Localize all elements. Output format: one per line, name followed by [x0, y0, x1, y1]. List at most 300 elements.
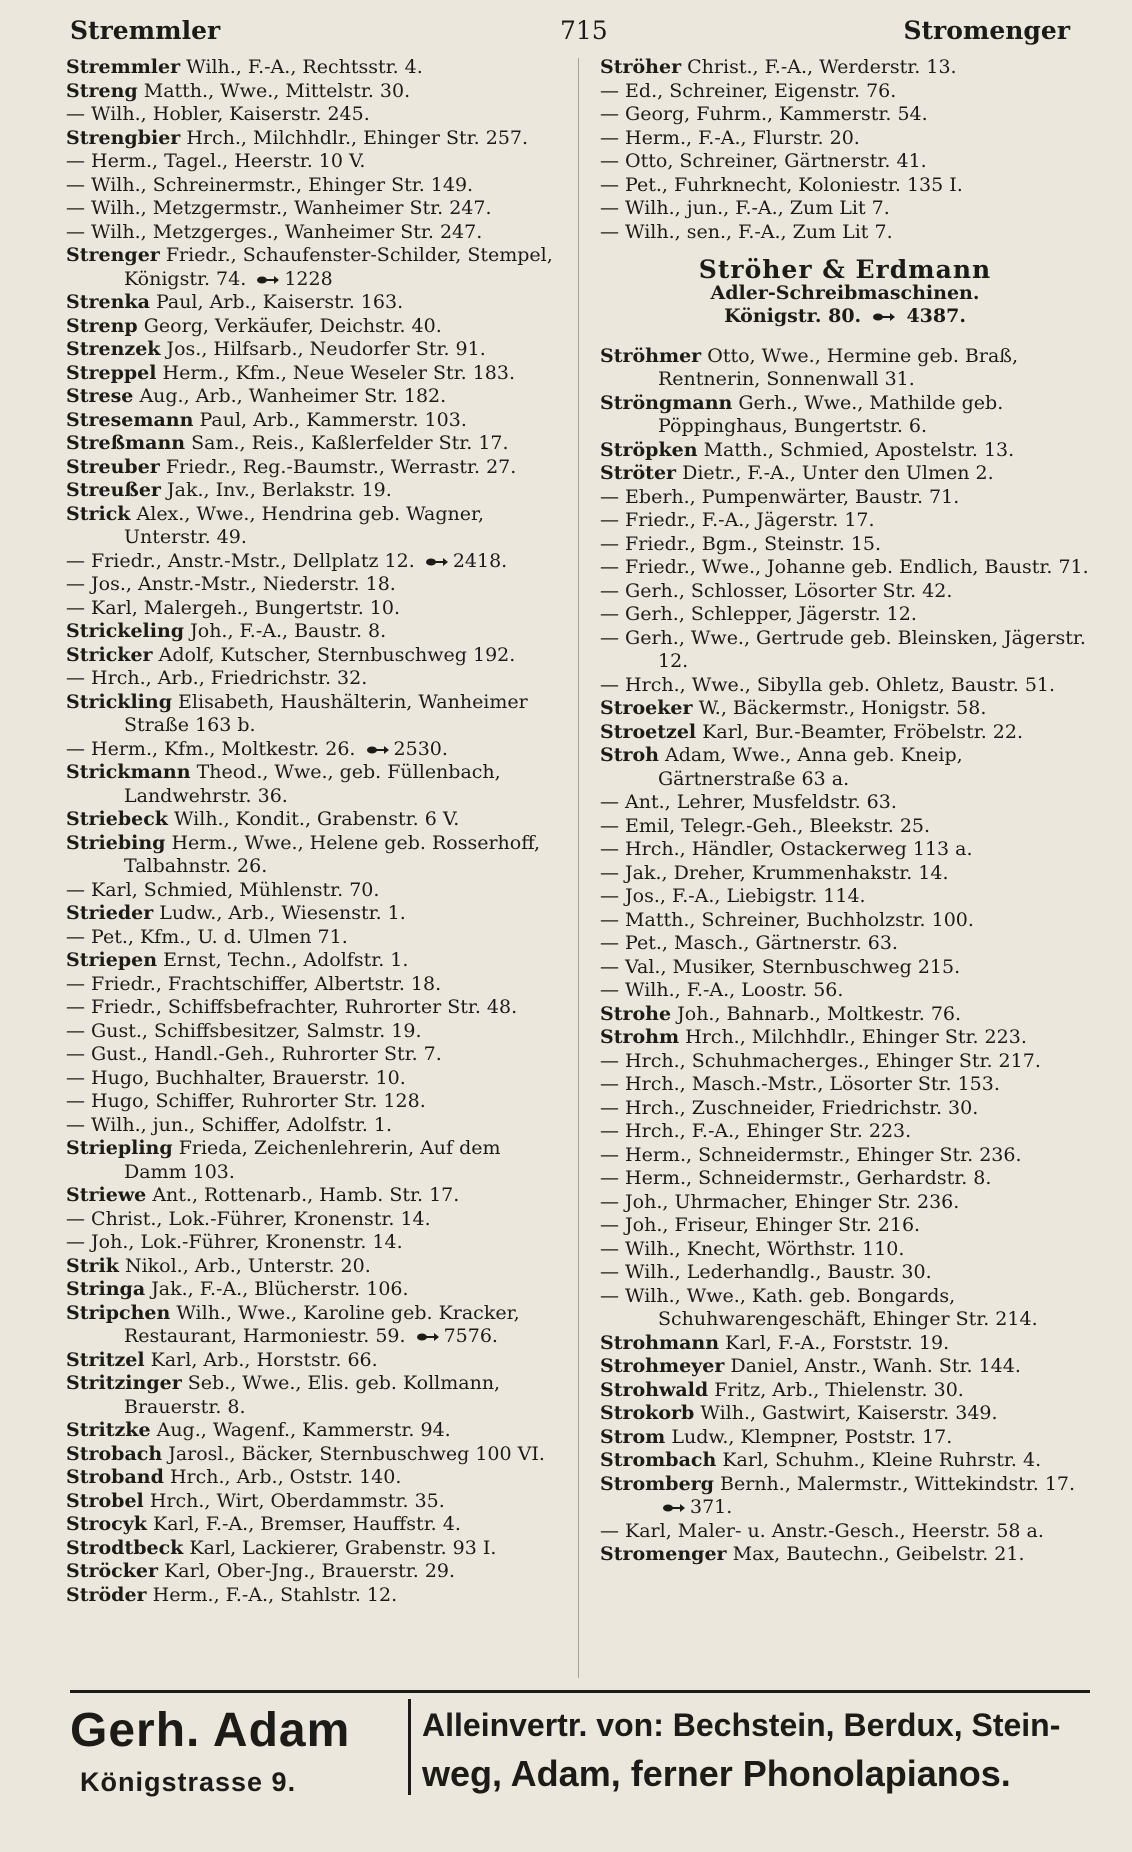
entry-details: Sam., Reis., Kaßlerfelder Str. 17. [191, 432, 509, 454]
entry-details: Karl, Ober-Jng., Brauerstr. 29. [164, 1560, 456, 1582]
entry-surname: Strickeling [66, 620, 185, 642]
directory-entry [600, 56, 1090, 80]
entry-surname: Stroeker [600, 697, 693, 719]
directory-entry [66, 996, 566, 1020]
entry-details: Fritz, Arb., Thielenstr. 30. [714, 1378, 964, 1401]
entry-surname: Stricker [66, 643, 153, 666]
entry-details: W., Bäckermstr., Honigstr. 58. [698, 697, 987, 719]
entry-details: — Matth., Schreiner, Buchholzstr. 100. [600, 908, 974, 931]
entry-details: Jarosl., Bäcker, Sternbuschweg 100 VI. [168, 1442, 545, 1465]
entry-details: Karl, Schuhm., Kleine Ruhrstr. 4. [722, 1449, 1042, 1471]
entry-details: Hrch., Wirt, Oberdammstr. 35. [149, 1489, 445, 1512]
entry-details: — Hugo, Schiffer, Ruhrorter Str. 128. [66, 1090, 426, 1112]
directory-entry [600, 1144, 1090, 1168]
directory-entry [600, 556, 1090, 580]
entry-details: — Jos., F.-A., Liebigstr. 114. [600, 885, 866, 907]
entry-details: — Joh., Uhrmacher, Ehinger Str. 236. [600, 1190, 960, 1213]
directory-entry [66, 1067, 566, 1091]
entry-surname: Stremmler [66, 56, 181, 78]
entry-details: Adam, Wwe., Anna geb. Kneip, Gärtnerstraße 63 a. [658, 744, 963, 790]
entry-details: — Hrch., Wwe., Sibylla geb. Ohletz, Baustr. 51. [600, 673, 1056, 696]
banner-line-2: weg, Adam, ferner Phonolapianos. [422, 1753, 1011, 1794]
directory-entry [66, 1231, 566, 1255]
entry-surname: Stroh [600, 744, 659, 766]
entry-details: — Gerh., Schlosser, Lösorter Str. 42. [600, 579, 953, 602]
directory-entry [600, 674, 1090, 698]
directory-entry [66, 56, 566, 80]
entry-details: — Val., Musiker, Sternbuschweg 215. [600, 955, 961, 978]
entry-details: Herm., F.-A., Stahlstr. 12. [152, 1583, 398, 1606]
entry-details: — Joh., Lok.-Führer, Kronenstr. 14. [66, 1231, 403, 1253]
directory-entry [66, 1513, 566, 1537]
entry-details: — Jos., Anstr.-Mstr., Niederstr. 18. [66, 573, 396, 595]
directory-entry [66, 385, 566, 409]
entry-details: Jak., F.-A., Blücherstr. 106. [151, 1278, 409, 1300]
entry-details: Matth., Schmied, Apostelstr. 13. [703, 438, 1015, 461]
directory-entry [600, 885, 1090, 909]
directory-entry [600, 838, 1090, 862]
entry-phone: 2418. [452, 549, 508, 572]
directory-entry [600, 1097, 1090, 1121]
ad-address: Königstr. 80. [724, 305, 862, 327]
entry-surname: Striepling [66, 1137, 173, 1159]
directory-entry [600, 1191, 1090, 1215]
directory-entry [600, 1003, 1090, 1027]
entry-details: Ant., Rottenarb., Hamb. Str. 17. [152, 1184, 460, 1206]
directory-entry [66, 1302, 566, 1349]
directory-entry [600, 603, 1090, 627]
entry-details: Frieda, Zeichenlehrerin, Auf dem Damm 103. [124, 1137, 501, 1183]
entry-details: Alex., Wwe., Hendrina geb. Wagner, Unterstr. 49. [124, 502, 485, 548]
entry-details: Jos., Hilfsarb., Neudorfer Str. 91. [166, 338, 486, 360]
directory-entry [66, 1372, 566, 1419]
entry-surname: Strick [66, 502, 131, 525]
banner-company-name: Gerh. Adam [70, 1704, 351, 1757]
telephone-icon [662, 1503, 686, 1513]
header-first-name: Stremmler [70, 16, 221, 45]
entry-details: — Friedr., Anstr.-Mstr., Dellplatz 12. [66, 549, 415, 572]
directory-entry [66, 738, 566, 762]
telephone-icon [416, 1332, 440, 1342]
entry-surname: Ströhmer [600, 344, 702, 367]
entry-surname: Strohwald [600, 1378, 709, 1401]
directory-entry [600, 174, 1090, 198]
entry-details: Christ., F.-A., Werderstr. 13. [687, 56, 957, 78]
entry-details: — Otto, Schreiner, Gärtnerstr. 41. [600, 150, 927, 172]
directory-entry [600, 1261, 1090, 1285]
entry-surname: Streng [66, 79, 138, 102]
directory-entry [66, 1208, 566, 1232]
entry-details: — Wilh., jun., Schiffer, Adolfstr. 1. [66, 1113, 393, 1136]
entry-details: Wilh., F.-A., Rechtsstr. 4. [186, 56, 423, 78]
entry-details: Wilh., Wwe., Karoline geb. Kracker, Restaurant, Harmoniestr. 59. [124, 1301, 520, 1347]
directory-entry [66, 1090, 566, 1114]
directory-entry [66, 1349, 566, 1373]
directory-entry [66, 338, 566, 362]
right-entries-bottom [600, 345, 1090, 1567]
page-header [60, 10, 1080, 50]
entry-details: Seb., Wwe., Elis. geb. Kollmann, Brauerstr. 8. [124, 1372, 501, 1418]
entry-surname: Strickling [66, 690, 172, 713]
entry-surname: Stritzke [66, 1419, 151, 1441]
directory-entry [600, 1285, 1090, 1332]
ad-line-2 [600, 305, 1090, 329]
entry-surname: Stritzinger [66, 1372, 182, 1394]
entry-surname: Streußer [66, 479, 161, 501]
entry-details: Matth., Wwe., Mittelstr. 30. [143, 79, 411, 102]
entry-surname: Ströngmann [600, 391, 733, 414]
entry-details: — Gust., Handl.-Geh., Ruhrorter Str. 7. [66, 1043, 442, 1065]
entry-surname: Striewe [66, 1184, 147, 1206]
directory-entry [600, 1426, 1090, 1450]
entry-details: Karl, Lackierer, Grabenstr. 93 I. [189, 1536, 497, 1559]
directory-entry [600, 509, 1090, 533]
entry-details: Jak., Inv., Berlakstr. 19. [167, 479, 392, 501]
directory-entry [600, 345, 1090, 392]
directory-entry [600, 909, 1090, 933]
entry-details: — Joh., Friseur, Ehinger Str. 216. [600, 1214, 921, 1236]
entry-details: Hrch., Milchhdlr., Ehinger Str. 223. [685, 1026, 1027, 1048]
directory-entry [66, 973, 566, 997]
entry-details: Ernst, Techn., Adolfstr. 1. [163, 949, 409, 971]
directory-entry [600, 1214, 1090, 1238]
directory-entry [66, 1537, 566, 1561]
entry-surname: Strenp [66, 314, 138, 337]
entry-surname: Streßmann [66, 432, 186, 454]
directory-entry [66, 644, 566, 668]
entry-details: Aug., Arb., Wanheimer Str. 182. [139, 385, 447, 407]
directory-entry [66, 832, 566, 879]
directory-entry [600, 979, 1090, 1003]
entry-details: — Friedr., F.-A., Jägerstr. 17. [600, 509, 875, 531]
entry-surname: Stripchen [66, 1301, 171, 1324]
entry-details: Wilh., Gastwirt, Kaiserstr. 349. [700, 1402, 998, 1424]
entry-surname: Striebing [66, 831, 166, 854]
directory-entry [600, 486, 1090, 510]
entry-surname: Strik [66, 1254, 119, 1277]
entry-details: Bernh., Malermstr., Wittekindstr. 17. [720, 1472, 1076, 1495]
entry-details: — Ant., Lehrer, Musfeldstr. 63. [600, 791, 897, 813]
entry-surname: Strocyk [66, 1513, 147, 1535]
entry-surname: Strickmann [66, 761, 191, 783]
left-column [66, 56, 566, 1607]
directory-entry [66, 691, 566, 738]
entry-surname: Strieder [66, 902, 154, 924]
directory-entry [600, 439, 1090, 463]
directory-entry [66, 1419, 566, 1443]
entry-details: — Hrch., Händler, Ostackerweg 113 a. [600, 838, 973, 860]
page-number: 715 [560, 16, 608, 45]
entry-surname: Strenger [66, 244, 160, 266]
directory-entry [66, 1043, 566, 1067]
directory-entry [600, 80, 1090, 104]
entry-details: Dietr., F.-A., Unter den Ulmen 2. [682, 462, 994, 484]
directory-entry [66, 80, 566, 104]
entry-details: Karl, Bur.-Beamter, Fröbelstr. 22. [702, 720, 1023, 743]
entry-details: — Hrch., F.-A., Ehinger Str. 223. [600, 1120, 912, 1142]
entry-surname: Stringa [66, 1278, 146, 1300]
directory-entry [600, 1473, 1090, 1520]
directory-entry [600, 1402, 1090, 1426]
entry-details: Aug., Wagenf., Kammerstr. 94. [156, 1419, 451, 1441]
entry-details: — Wilh., F.-A., Loostr. 56. [600, 979, 844, 1001]
directory-entry [600, 744, 1090, 791]
banner-street: Königstrasse 9. [80, 1767, 297, 1797]
directory-entry [600, 392, 1090, 439]
entry-details: — Wilh., Schreinermstr., Ehinger Str. 149. [66, 173, 474, 196]
entry-details: Herm., Wwe., Helene geb. Rosserhoff, Talbahnstr. 26. [124, 831, 541, 877]
header-last-name: Stromenger [903, 16, 1070, 45]
entry-details: — Gerh., Schlepper, Jägerstr. 12. [600, 603, 917, 625]
directory-entry [66, 503, 566, 550]
entry-surname: Strobel [66, 1489, 144, 1512]
entry-details: — Herm., Schneidermstr., Gerhardstr. 8. [600, 1167, 992, 1189]
telephone-icon [872, 312, 896, 322]
directory-entry [600, 862, 1090, 886]
directory-entry [66, 1490, 566, 1514]
entry-details: Georg, Verkäufer, Deichstr. 40. [143, 314, 442, 337]
entry-surname: Stroetzel [600, 720, 697, 743]
entry-surname: Ströder [66, 1583, 147, 1606]
directory-entry [600, 150, 1090, 174]
directory-entry [66, 949, 566, 973]
entry-surname: Strenka [66, 291, 150, 313]
entry-surname: Strohmeyer [600, 1355, 725, 1377]
directory-entry [600, 815, 1090, 839]
entry-surname: Streuber [66, 455, 160, 478]
directory-entry [66, 808, 566, 832]
directory-entry [600, 1520, 1090, 1544]
entry-details: Max, Bautechn., Geibelstr. 21. [732, 1543, 1025, 1565]
directory-entry [600, 1238, 1090, 1262]
entry-details: Karl, Arb., Horststr. 66. [150, 1348, 378, 1371]
directory-entry [600, 103, 1090, 127]
entry-details: — Wilh., Knecht, Wörthstr. 110. [600, 1237, 905, 1260]
entry-details: — Wilh., Metzgermstr., Wanheimer Str. 247. [66, 197, 492, 219]
entry-surname: Stresemann [66, 408, 194, 431]
entry-details: — Karl, Schmied, Mühlenstr. 70. [66, 878, 380, 901]
directory-entry [600, 197, 1090, 221]
column-divider [578, 58, 579, 1678]
entry-phone: 2530. [393, 737, 448, 760]
entry-details: Theod., Wwe., geb. Füllenbach, Landwehrstr. 36. [124, 761, 501, 807]
entry-details: — Hrch., Arb., Friedrichstr. 32. [66, 667, 368, 689]
entry-details: — Wilh., sen., F.-A., Zum Lit 7. [600, 220, 893, 243]
entry-surname: Ströher [600, 56, 682, 78]
directory-entry [600, 1073, 1090, 1097]
directory-entry [66, 1020, 566, 1044]
directory-entry [600, 627, 1090, 674]
entry-details: — Wilh., Lederhandlg., Baustr. 30. [600, 1261, 932, 1283]
entry-surname: Ströcker [66, 1560, 159, 1582]
directory-entry [66, 315, 566, 339]
entry-surname: Strese [66, 385, 134, 407]
entry-details: — Jak., Dreher, Krummenhakstr. 14. [600, 861, 949, 884]
directory-entry [600, 1026, 1090, 1050]
entry-details: Hrch., Arb., Oststr. 140. [169, 1466, 402, 1488]
entry-details: Wilh., Kondit., Grabenstr. 6 V. [173, 808, 460, 830]
entry-details: — Hrch., Zuschneider, Friedrichstr. 30. [600, 1096, 979, 1119]
entry-surname: Strohmann [600, 1331, 720, 1354]
directory-entry [66, 127, 566, 151]
entry-details: Paul, Arb., Kammerstr. 103. [199, 408, 467, 431]
directory-entry [600, 1543, 1090, 1567]
entry-phone: 1228 [284, 267, 333, 290]
entry-surname: Strom [600, 1425, 666, 1448]
directory-entry [600, 1379, 1090, 1403]
directory-entry [66, 1137, 566, 1184]
entry-details: — Georg, Fuhrm., Kammerstr. 54. [600, 103, 928, 125]
directory-entry [600, 1050, 1090, 1074]
directory-entry [66, 197, 566, 221]
entry-details: — Pet., Kfm., U. d. Ulmen 71. [66, 925, 348, 948]
entry-surname: Striebeck [66, 808, 168, 830]
telephone-icon [425, 557, 449, 567]
entry-details: — Wilh., Wwe., Kath. geb. Bongards, Schuhwarengeschäft, Ehinger Str. 214. [600, 1284, 1038, 1330]
bottom-advertisement [70, 1690, 1090, 1803]
directory-entry [66, 761, 566, 808]
directory-entry [600, 580, 1090, 604]
directory-entry [66, 1466, 566, 1490]
directory-entry [66, 221, 566, 245]
entry-details: — Emil, Telegr.-Geh., Bleekstr. 25. [600, 814, 931, 837]
entry-details: — Ed., Schreiner, Eigenstr. 76. [600, 79, 897, 102]
entry-details: Friedr., Schaufenster-Schilder, Stempel, Königstr. 74. [124, 244, 553, 290]
entry-details: — Friedr., Schiffsbefrachter, Ruhrorter Str. 48. [66, 996, 518, 1018]
directory-entry [66, 1184, 566, 1208]
directory-entry [66, 573, 566, 597]
directory-entry [66, 1255, 566, 1279]
ad-title: Ströher & Erdmann [698, 255, 992, 284]
banner-divider [408, 1699, 411, 1795]
directory-entry [600, 221, 1090, 245]
directory-entry [66, 597, 566, 621]
entry-details: — Friedr., Wwe., Johanne geb. Endlich, Baustr. 71. [600, 556, 1089, 578]
directory-entry [66, 103, 566, 127]
directory-entry [66, 1114, 566, 1138]
directory-entry [66, 902, 566, 926]
entry-details: Joh., F.-A., Baustr. 8. [190, 620, 387, 642]
entry-surname: Strengbier [66, 126, 181, 149]
entry-details: — Wilh., jun., F.-A., Zum Lit 7. [600, 197, 890, 219]
entry-details: — Friedr., Frachtschiffer, Albertstr. 18. [66, 972, 442, 995]
right-entries-top [600, 56, 1090, 244]
entry-surname: Strodtbeck [66, 1536, 184, 1559]
entry-details: — Wilh., Metzgerges., Wanheimer Str. 247. [66, 220, 483, 243]
directory-entry [600, 791, 1090, 815]
entry-surname: Stromenger [600, 1543, 727, 1565]
entry-surname: Ströter [600, 462, 677, 484]
entry-details: Joh., Bahnarb., Moltkestr. 76. [677, 1002, 962, 1025]
entry-surname: Strombach [600, 1449, 717, 1471]
entry-details: Paul, Arb., Kaiserstr. 163. [155, 291, 404, 313]
entry-details: Elisabeth, Haushälterin, Wanheimer Straße 163 b. [124, 690, 528, 736]
entry-surname: Stritzel [66, 1348, 145, 1371]
directory-entry [66, 926, 566, 950]
banner-line-1: Alleinvertr. von: Bechstein, Berdux, Stein- [422, 1707, 1061, 1743]
directory-entry [600, 1449, 1090, 1473]
entry-surname: Strenzek [66, 338, 161, 360]
entry-surname: Stroband [66, 1466, 164, 1488]
directory-entry [66, 244, 566, 291]
entry-details: — Wilh., Hobler, Kaiserstr. 245. [66, 103, 370, 125]
ad-phone: 4387. [906, 305, 966, 327]
entry-details: — Herm., Kfm., Moltkestr. 26. [66, 737, 356, 760]
entry-details: — Herm., F.-A., Flurstr. 20. [600, 126, 860, 149]
entry-details: Daniel, Anstr., Wanh. Str. 144. [730, 1355, 1021, 1377]
entry-details: — Karl, Malergeh., Bungertstr. 10. [66, 596, 400, 619]
directory-entry [66, 550, 566, 574]
directory-entry [66, 1584, 566, 1608]
directory-entry [600, 721, 1090, 745]
right-column [600, 56, 1090, 1567]
directory-entry [66, 1560, 566, 1584]
entry-surname: Ströpken [600, 438, 698, 461]
entry-details: Friedr., Reg.-Baumstr., Werrastr. 27. [165, 455, 517, 478]
entry-surname: Strohe [600, 1002, 672, 1025]
entry-details: — Karl, Maler- u. Anstr.-Gesch., Heerstr. 58 a. [600, 1519, 1044, 1542]
entry-details: — Christ., Lok.-Führer, Kronenstr. 14. [66, 1207, 431, 1230]
entry-details: — Hrch., Masch.-Mstr., Lösorter Str. 153. [600, 1073, 1000, 1095]
entry-phone: 371. [690, 1496, 733, 1518]
directory-entry [600, 932, 1090, 956]
entry-surname: Streppel [66, 361, 157, 384]
directory-entry [600, 1332, 1090, 1356]
directory-entry [66, 409, 566, 433]
telephone-icon [256, 275, 280, 285]
entry-details: — Gerh., Wwe., Gertrude geb. Bleinsken, Jägerstr. 12. [600, 626, 1086, 672]
entry-details: — Pet., Masch., Gärtnerstr. 63. [600, 932, 898, 954]
entry-details: Karl, F.-A., Forststr. 19. [725, 1331, 950, 1354]
entry-details: Ludw., Arb., Wiesenstr. 1. [159, 902, 406, 924]
entry-phone: 7576. [443, 1325, 498, 1347]
directory-entry [66, 432, 566, 456]
entry-details: — Herm., Schneidermstr., Ehinger Str. 236. [600, 1143, 1022, 1166]
directory-entry [66, 667, 566, 691]
entry-details: — Eberh., Pumpenwärter, Baustr. 71. [600, 485, 960, 508]
entry-details: Karl, F.-A., Bremser, Hauffstr. 4. [153, 1513, 461, 1535]
directory-entry [600, 956, 1090, 980]
directory-entry [66, 1278, 566, 1302]
entry-details: — Herm., Tagel., Heerstr. 10 V. [66, 150, 366, 172]
directory-entry [66, 174, 566, 198]
entry-details: Nikol., Arb., Unterstr. 20. [124, 1254, 371, 1277]
ad-line-1: Adler-Schreibmaschinen. [710, 281, 980, 304]
directory-entry [66, 362, 566, 386]
directory-entry [66, 620, 566, 644]
entry-details: — Pet., Fuhrknecht, Koloniestr. 135 I. [600, 173, 963, 196]
directory-entry [66, 879, 566, 903]
entry-details: — Gust., Schiffsbesitzer, Salmstr. 19. [66, 1019, 422, 1042]
entry-details: — Hrch., Schuhmacherges., Ehinger Str. 217. [600, 1049, 1041, 1072]
directory-entry [66, 456, 566, 480]
directory-entry [600, 462, 1090, 486]
directory-entry [600, 1355, 1090, 1379]
directory-entry [600, 1120, 1090, 1144]
entry-surname: Strobach [66, 1442, 163, 1465]
entry-details: Ludw., Klempner, Poststr. 17. [671, 1425, 953, 1448]
entry-details: — Hugo, Buchhalter, Brauerstr. 10. [66, 1066, 406, 1089]
entry-surname: Strohm [600, 1026, 680, 1048]
entry-surname: Stromberg [600, 1472, 714, 1495]
entry-surname: Striepen [66, 949, 158, 971]
entry-surname: Strokorb [600, 1402, 695, 1424]
directory-entry [66, 150, 566, 174]
telephone-icon [366, 745, 390, 755]
directory-entry [600, 1167, 1090, 1191]
entry-details: Adolf, Kutscher, Sternbuschweg 192. [158, 643, 516, 666]
entry-details: Hrch., Milchhdlr., Ehinger Str. 257. [186, 126, 529, 149]
